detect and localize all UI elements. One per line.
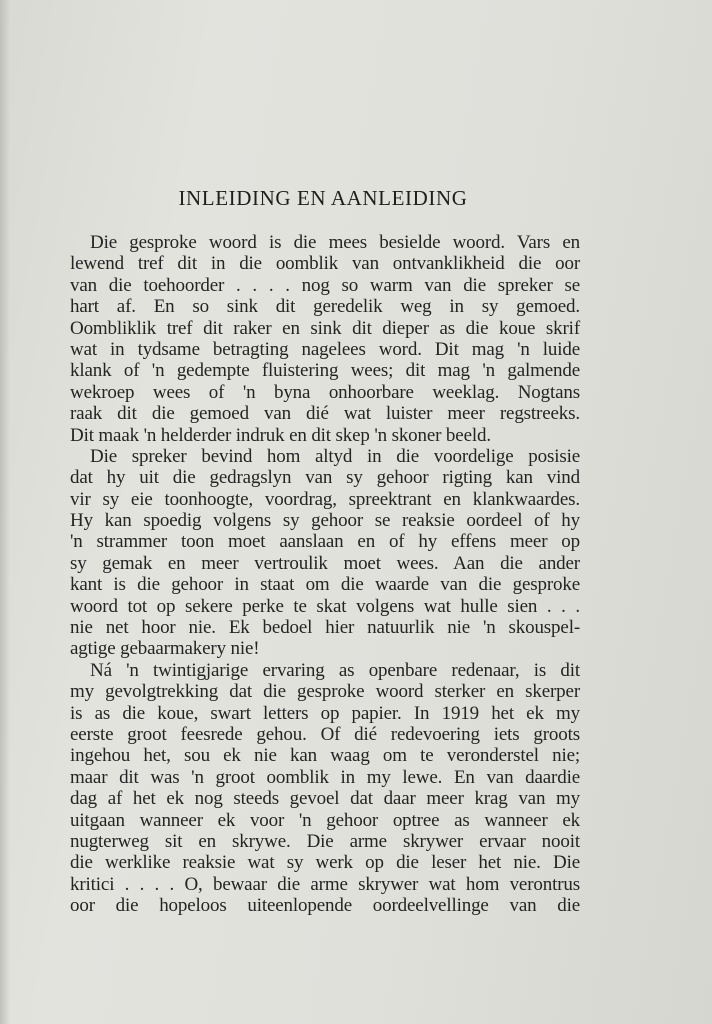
text-line: hart af. En so sink dit geredelik weg in sy gemoed.	[70, 296, 580, 318]
text-line: woord tot op sekere perke te skat volgens wat hulle sien . . .	[70, 595, 580, 617]
text-line: agtige gebaarmakery nie!	[70, 638, 260, 660]
text-line: nugterweg sit en skrywe. Die arme skrywer ervaar nooit	[70, 830, 580, 852]
text-line: die werklike reaksie wat sy werk op die leser het nie. Die	[70, 852, 580, 874]
body-text	[70, 232, 580, 917]
text-line: ingehou het, sou ek nie kan waag om te veronderstel nie;	[70, 745, 580, 767]
text-line: oor die hopeloos uiteenlopende oordeelvellinge van die	[70, 895, 580, 917]
text-line: wekroep wees of 'n byna onhoorbare weeklag. Nogtans	[70, 381, 580, 403]
text-line: uitgaan wanneer ek voor 'n gehoor optree as wanneer ek	[70, 809, 580, 831]
text-line: kant is die gehoor in staat om die waarde van die gesproke	[70, 574, 580, 596]
text-line: maar dit was 'n groot oomblik in my lewe. En van daardie	[70, 766, 580, 788]
text-line: Die spreker bevind hom altyd in die voordelige posisie	[90, 445, 580, 467]
text-line: Dit maak 'n helderder indruk en dit skep 'n skoner beeld.	[70, 424, 491, 446]
text-line: Oombliklik tref dit raker en sink dit dieper as die koue skrif	[70, 317, 580, 339]
text-line: Die gesproke woord is die mees besielde woord. Vars en	[90, 232, 580, 253]
text-line: klank of 'n gedempte fluistering wees; dit mag 'n galmende	[70, 360, 580, 382]
text-line: dat hy uit die gedragslyn van sy gehoor rigting kan vind	[70, 467, 580, 489]
text-line: is as die koue, swart letters op papier. In 1919 het ek my	[70, 702, 580, 724]
text-line: raak dit die gemoed van dié wat luister meer regstreeks.	[70, 403, 580, 425]
text-line: dag af het ek nog steeds gevoel dat daar meer krag van my	[70, 788, 580, 810]
text-line: lewend tref dit in die oomblik van ontvanklikheid die oor	[70, 253, 580, 275]
text-line: my gevolgtrekking dat die gesproke woord sterker en skerper	[70, 681, 580, 703]
text-line: 'n strammer toon moet aanslaan en of hy effens meer op	[70, 531, 580, 553]
text-line: eerste groot feesrede gehou. Of dié redevoering iets groots	[70, 723, 580, 745]
chapter-title: INLEIDING EN AANLEIDING	[178, 186, 468, 210]
text-line: vir sy eie toonhoogte, voordrag, spreektrant en klankwaardes.	[70, 488, 580, 510]
text-line: kritici . . . . O, bewaar die arme skrywer wat hom verontrus	[70, 873, 580, 895]
text-line: wat in tydsame betragting nagelees word. Dit mag 'n luide	[70, 338, 580, 360]
text-line: nie net hoor nie. Ek bedoel hier natuurlik nie 'n skouspel-	[70, 617, 580, 639]
text-line: Hy kan spoedig volgens sy gehoor se reaksie oordeel of hy	[70, 510, 580, 532]
text-line: Ná 'n twintigjarige ervaring as openbare redenaar, is dit	[90, 659, 580, 681]
text-line: van die toehoorder . . . . nog so warm van die spreker se	[70, 274, 580, 296]
text-line: sy gemak en meer vertroulik moet wees. Aan die ander	[70, 552, 580, 574]
